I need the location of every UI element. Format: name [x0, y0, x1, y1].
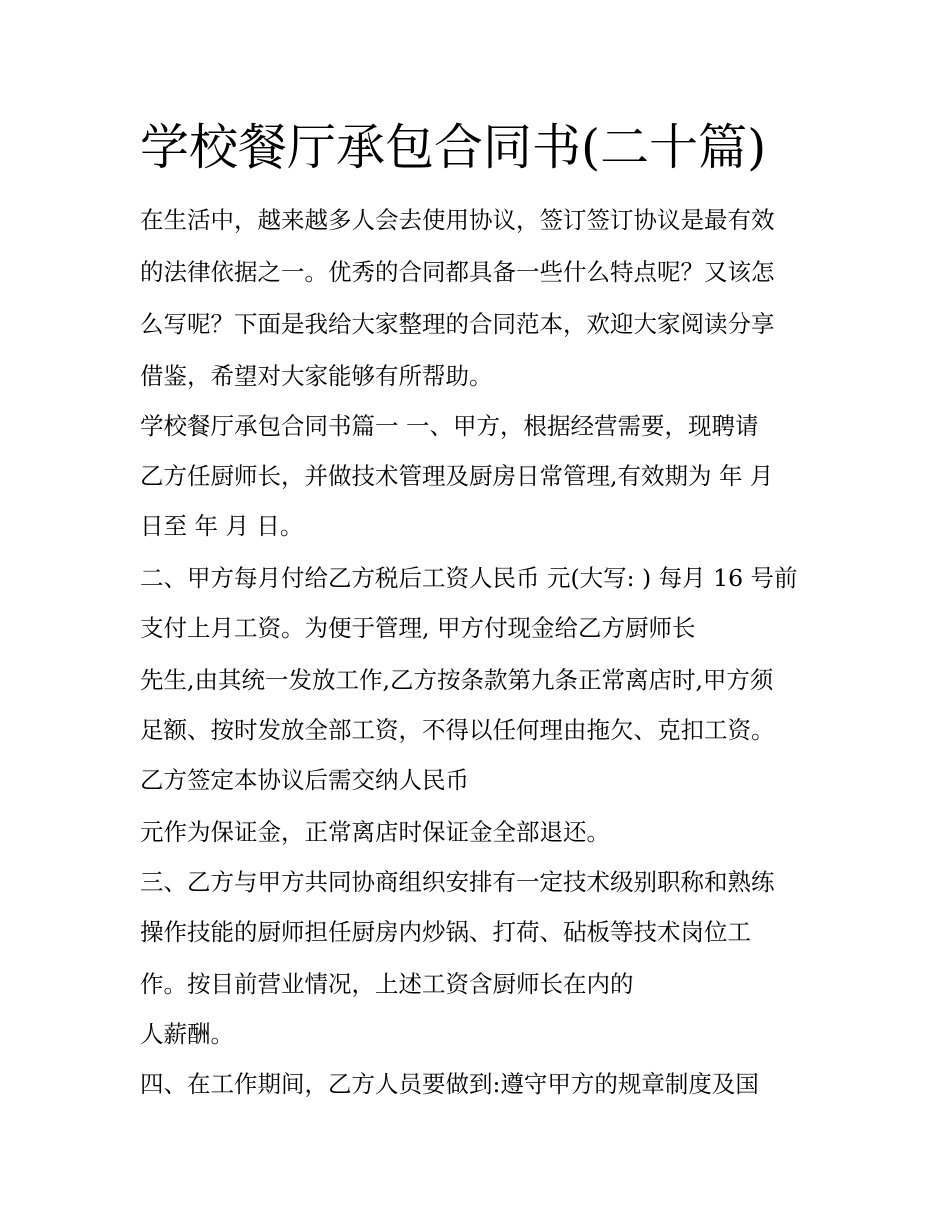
body-line-6: 乙方任厨师长，并做技术管理及厨房日常管理,有效期为 年 月 [140, 462, 774, 490]
body-line-2: 的法律依据之一。优秀的合同都具备一些什么特点呢？又该怎 [140, 258, 775, 286]
body-line-15: 操作技能的厨师担任厨房内炒锅、打荷、砧板等技术岗位工 [140, 918, 751, 946]
body-line-8: 二、甲方每月付给乙方税后工资人民币 元(大写: ) 每月 16 号前 [140, 564, 798, 592]
body-line-12: 乙方签定本协议后需交纳人民币 [140, 766, 469, 794]
body-line-11: 足额、按时发放全部工资，不得以任何理由拖欠、克扣工资。 [140, 716, 775, 744]
body-line-5: 学校餐厅承包合同书篇一 一、甲方，根据经营需要，现聘请 [140, 412, 759, 440]
body-line-1: 在生活中，越来越多人会去使用协议，签订签订协议是最有效 [140, 206, 775, 234]
body-line-14: 三、乙方与甲方共同协商组织安排有一定技术级别职称和熟练 [140, 868, 775, 896]
body-line-3: 么写呢？下面是我给大家整理的合同范本，欢迎大家阅读分享 [140, 310, 775, 338]
document-title: 学校餐厅承包合同书(二十篇) [140, 119, 767, 176]
body-line-16: 作。按目前营业情况，上述工资含厨师长在内的 [140, 970, 634, 998]
body-line-13: 元作为保证金，正常离店时保证金全部退还。 [140, 818, 610, 846]
body-line-4: 借鉴，希望对大家能够有所帮助。 [140, 362, 493, 390]
body-line-9: 支付上月工资。为便于管理, 甲方付现金给乙方厨师长 [140, 614, 696, 642]
body-line-7: 日至 年 月 日。 [140, 512, 304, 540]
body-line-18: 四、在工作期间，乙方人员要做到:遵守甲方的规章制度及国 [140, 1070, 759, 1098]
body-line-17: 人薪酬。 [140, 1020, 234, 1048]
body-line-10: 先生,由其统一发放工作,乙方按条款第九条正常离店时,甲方须 [140, 666, 774, 694]
